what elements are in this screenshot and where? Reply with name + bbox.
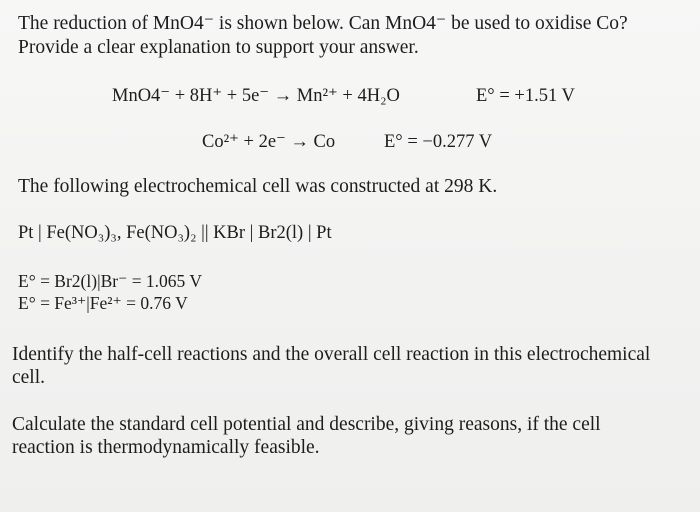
calculate-task-line-2: reaction is thermodynamically feasible.: [12, 437, 320, 458]
cell-notation: Pt | Fe(NO₃)₃, Fe(NO₃)₂ || KBr | Br2(l) | Pt: [18, 223, 332, 243]
identify-task-line-2: cell.: [12, 367, 46, 388]
question-line-1: The reduction of MnO4⁻ is shown below. Can MnO4⁻ be used to oxidise Co?: [18, 13, 628, 34]
question-line-2: Provide a clear explanation to support your answer.: [18, 37, 419, 58]
bromine-potential: E° = Br2(l)|Br⁻ = 1.065 V: [18, 271, 203, 291]
calculate-task-line-1: Calculate the standard cell potential and describe, giving reasons, if the cell: [12, 414, 601, 435]
iron-potential: E° = Fe³⁺|Fe²⁺ = 0.76 V: [18, 293, 188, 313]
co-reduction-potential: E° = −0.277 V: [384, 132, 493, 152]
co-reduction-equation: Co²⁺ + 2e⁻ → Co: [202, 132, 336, 152]
mno4-reduction-potential: E° = +1.51 V: [476, 86, 575, 106]
cell-intro-text: The following electrochemical cell was constructed at 298 K.: [18, 176, 498, 197]
mno4-reduction-equation: MnO4⁻ + 8H⁺ + 5e⁻ → Mn²⁺ + 4H₂O: [112, 86, 400, 106]
identify-task-line-1: Identify the half-cell reactions and the overall cell reaction in this electrochemical: [12, 344, 651, 365]
